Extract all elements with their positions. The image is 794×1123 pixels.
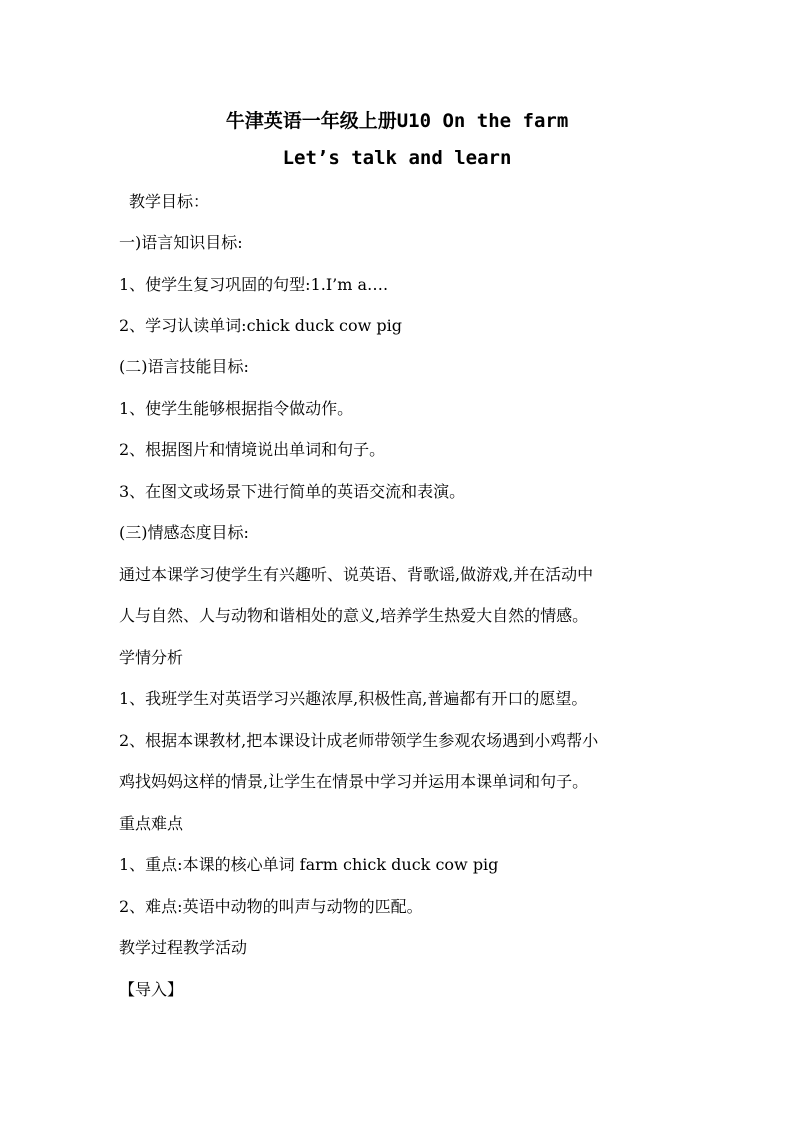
paragraph-line: 人与自然、人与动物和谐相处的意义,培养学生热爱大自然的情感。 xyxy=(119,606,589,625)
paragraph-line: 2、根据本课教材,把本课设计成老师带领学生参观农场遇到小鸡帮小 xyxy=(119,731,599,750)
text-line: 1、使学生能够根据指令做动作。 xyxy=(119,399,354,418)
text-line: 2、难点:英语中动物的叫声与动物的匹配。 xyxy=(119,897,423,916)
text-line: 2、根据图片和情境说出单词和句子。 xyxy=(119,440,386,459)
paragraph-line: 通过本课学习使学生有兴趣听、说英语、背歌谣,做游戏,并在活动中 xyxy=(119,565,594,584)
text-line: 3、在图文或场景下进行简单的英语交流和表演。 xyxy=(119,482,466,501)
section-heading-process: 教学过程教学活动 xyxy=(119,938,248,957)
text-line: 1、重点:本课的核心单词 farm chick duck cow pig xyxy=(119,855,499,874)
document-title: 牛津英语一年级上册U10 On the farm xyxy=(225,110,569,132)
paragraph-line: 鸡找妈妈这样的情景,让学生在情景中学习并运用本课单词和句子。 xyxy=(119,772,589,791)
text-line: 2、学习认读单词:chick duck cow pig xyxy=(119,316,402,335)
subsection-heading-attitude: (三)情感态度目标: xyxy=(119,523,249,542)
subsection-heading-skills: (二)语言技能目标: xyxy=(119,357,249,376)
text-line: 1、使学生复习巩固的句型:1.I’m a…. xyxy=(119,275,389,294)
section-heading-intro: 【导入】 xyxy=(119,980,184,999)
subsection-heading-knowledge: 一)语言知识目标: xyxy=(119,233,243,252)
section-heading-objectives: 教学目标： xyxy=(129,192,210,211)
text-line: 1、我班学生对英语学习兴趣浓厚,积极性高,普遍都有开口的愿望。 xyxy=(119,689,588,708)
document-subtitle: Let’s talk and learn xyxy=(282,147,512,169)
section-heading-key-points: 重点难点 xyxy=(119,814,184,833)
section-heading-analysis: 学情分析 xyxy=(119,648,184,667)
